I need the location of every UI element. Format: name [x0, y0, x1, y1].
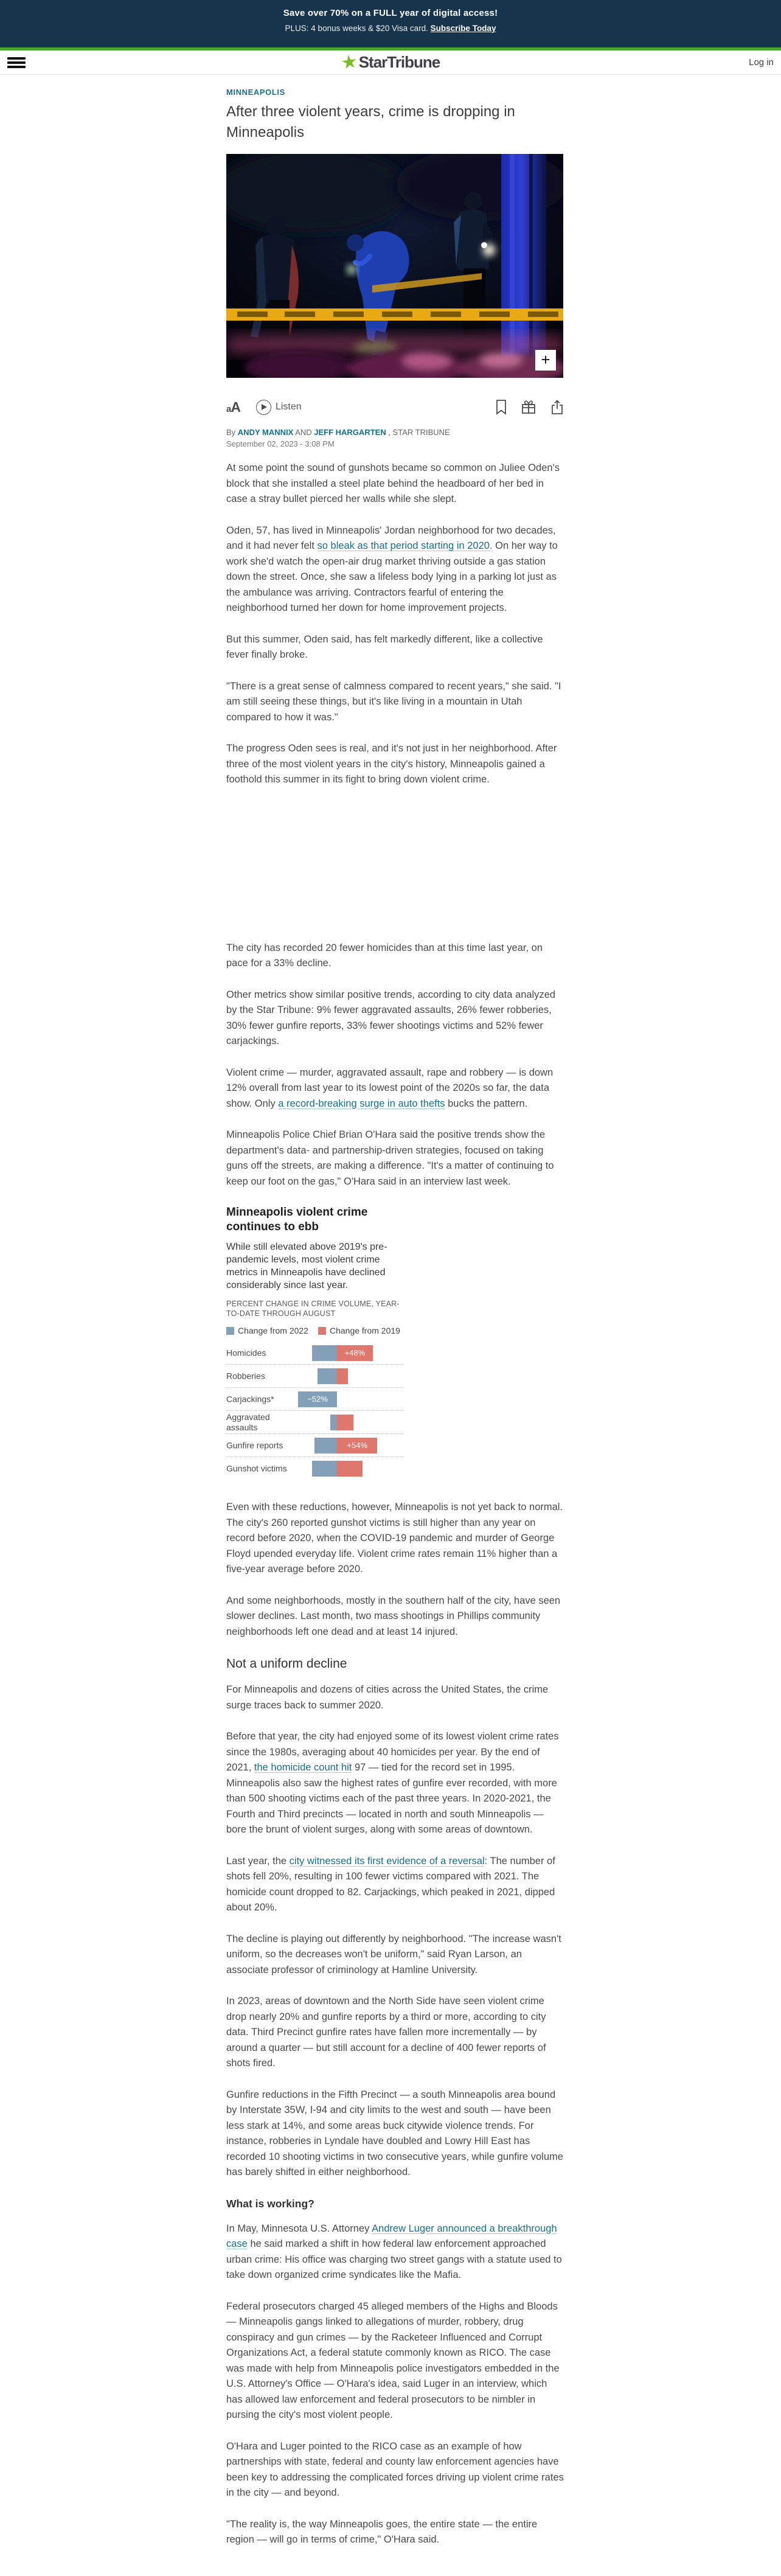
article-paragraph: Even with these reductions, however, Minneapolis is not yet back to normal. The city's 260 reported gunshot victims is still higher than any year on record before 2020, when the COVID-19 pandemic and murder of George Floyd upended everyday life. Violent crime rates remain 11% higher than a five-year average before 2020.	[226, 1502, 563, 1575]
photo-expand-button[interactable]: +	[535, 350, 556, 371]
article-paragraph: The decline is playing out differently by neighborhood. "The increase wasn't uniform, so the decreases won't be uniform," said Ryan Larson, an associate professor of criminology at Hamline University.	[226, 1933, 561, 1976]
article-toolbar	[226, 396, 564, 418]
article-paragraph: O'Hara and Luger pointed to the RICO case as an example of how partnerships with state, federal and county law enforcement agencies have been key to addressing the complicated forces driving up violent crime rates in the city — and beyond.	[226, 2440, 564, 2498]
chart-row	[226, 1388, 404, 1411]
article-paragraph: In May, Minnesota U.S. Attorney Andrew Luger announced a breakthrough case he said marked a shift in how federal law enforcement approached urban crime: His office was charging two street gangs with a statute used to take down organized crime syndicates like the Mafia.	[226, 2223, 562, 2280]
chart-category-label: Homicides	[226, 1348, 266, 1357]
inline-link[interactable]: the homicide count hit	[254, 1762, 352, 1773]
byline: By ANDY MANNIX AND JEFF HARGARTEN , STAR TRIBUNE	[226, 428, 450, 437]
article-paragraph: The city has recorded 20 fewer homicides than at this time last year, on pace for a 33% decline.	[226, 942, 543, 969]
chart-row	[226, 1411, 404, 1434]
article-paragraph: At some point the sound of gunshots became so common on Juliee Oden's block that she installed a steel plate behind the headboard of her bed in case a stray bullet pierced her walls while she slept.	[226, 462, 560, 504]
chart-bar: +54%	[337, 1438, 377, 1453]
article-body	[226, 461, 564, 2548]
chart-bar	[330, 1415, 337, 1430]
chart-row	[226, 1365, 404, 1388]
article-paragraph: For Minneapolis and dozens of cities across the United States, the crime surge traces back to summer 2020.	[226, 1684, 549, 1711]
chart-row	[226, 1342, 404, 1365]
site-header	[0, 50, 781, 75]
legend-item: Change from 2022	[226, 1326, 308, 1335]
chart-bar	[337, 1368, 348, 1384]
article-paragraph: Minneapolis Police Chief Brian O'Hara said the positive trends show the department's data- and partnership-driven strategies, focused on taking guns off the streets, are making a difference. "It's a matter of continuing to keep our foot on the gas," O'Hara said in an interview last week.	[226, 1129, 554, 1187]
chart-axis-label: PERCENT CHANGE IN CRIME VOLUME, YEAR-TO-DATE THROUGH AUGUST	[226, 1300, 400, 1318]
chart-legend	[226, 1326, 404, 1335]
article-paragraph: But this summer, Oden said, has felt markedly different, like a collective fever finally broke.	[226, 633, 543, 660]
inline-link[interactable]: city witnessed its first evidence of a reversal	[289, 1855, 485, 1867]
star-tribune-logo[interactable]	[339, 50, 440, 74]
chart-bar	[337, 1415, 353, 1430]
chart-bar	[312, 1461, 337, 1477]
promo-banner	[0, 0, 781, 47]
bookmark-icon[interactable]	[495, 399, 507, 415]
listen-button[interactable]: Listen	[256, 400, 302, 415]
chart-bar	[312, 1345, 337, 1361]
chart-bar	[318, 1368, 337, 1384]
section-heading: Not a uniform decline	[226, 1657, 347, 1671]
article-paragraph: Violent crime — murder, aggravated assault, rape and robbery — is down 12% overall from last year to its lowest point of the 2020s so far, the data show. Only a record-breaking surge in auto thefts bucks the pattern.	[226, 1067, 554, 1109]
article-paragraph: Federal prosecutors charged 45 alleged members of the Highs and Bloods — Minneapolis gangs linked to allegations of murder, robbery, drug conspiracy and gun crimes — by the Racketeer Influenced and Corrupt Organizations Act, a federal statute commonly known as RICO. The case was made with help from Minneapolis police investigators embedded in the U.S. Attorney's Office — O'Hara's idea, said Luger in an interview, which has allowed law enforcement and federal prosecutors to be nimbler in pursing the city's most violent people.	[226, 2300, 560, 2420]
article-column	[226, 88, 564, 2576]
section-heading: What is working?	[226, 2197, 314, 2210]
article-paragraph: And some neighborhoods, mostly in the southern half of the city, have seen slower declines. Last month, two mass shootings in Phillips community neighborhoods left one dead and at least 14 injured.	[226, 1595, 561, 1637]
login-link[interactable]: Log in	[749, 57, 774, 68]
author-link[interactable]: ANDY MANNIX	[237, 428, 294, 437]
menu-icon[interactable]	[7, 55, 26, 70]
article-paragraph: Before that year, the city had enjoyed some of its lowest violent crime rates since the 1980s, averaging about 40 homicides per year. By the end of 2021, the homicide count hit 97 — tied for the record set in 1995. Minneapolis also saw the highest rates of gunfire ever recorded, with more than 500 shooting victims each of the past three years. In 2020-2021, the Fourth and Third precincts — located in north and south Minneapolis — bore the brunt of violent surges, along with some areas of downtown.	[226, 1731, 559, 1835]
chart-category-label: Carjackings*	[226, 1394, 274, 1404]
star-icon: ★	[339, 50, 359, 74]
brand-name: StarTribune	[358, 53, 440, 71]
inline-link[interactable]: so bleak as that period starting in 2020.	[317, 540, 493, 551]
ad-slot	[226, 804, 564, 941]
article-paragraph: In 2023, areas of downtown and the North Side have seen violent crime drop nearly 20% and gunfire reports by a third or more, according to city data. Third Precinct gunfire rates have fallen more incrementally — by around a quarter — but still account for a decline of 400 fewer reports of shots fired.	[226, 1996, 546, 2069]
chart-bar	[314, 1438, 337, 1453]
play-icon	[256, 400, 271, 415]
lead-photo	[226, 154, 563, 378]
article-paragraph: "There is a great sense of calmness compared to recent years," she said. "I am still seeing these things, but it's like living in a mountain in Utah compared to how it was."	[226, 680, 561, 723]
section-kicker[interactable]: MINNEAPOLIS	[226, 88, 285, 97]
chart-category-label: Gunshot victims	[226, 1463, 287, 1474]
text-size-button[interactable]: aA	[226, 399, 240, 415]
promo-subline	[0, 24, 781, 33]
article-headline: After three violent years, crime is dropping in Minneapolis	[226, 103, 515, 141]
chart-row	[226, 1457, 404, 1480]
legend-swatch-icon	[226, 1327, 234, 1335]
chart-title: Minneapolis violent crime continues to ebb	[226, 1206, 368, 1233]
crime-scene-photo-illustration	[226, 154, 563, 378]
promo-subline-text: PLUS: 4 bonus weeks & $20 Visa card.	[285, 24, 431, 33]
subscribe-link[interactable]: Subscribe Today	[430, 24, 496, 33]
article-paragraph: Last year, the city witnessed its first evidence of a reversal: The number of shots fell 20%, resulting in 100 fewer victims compared with 2021. The homicide count dropped to 82. Carjackings, which peaked in 2021, dipped about 20%.	[226, 1855, 555, 1913]
legend-item: Change from 2019	[318, 1326, 400, 1335]
chart-row	[226, 1434, 404, 1457]
article-paragraph: The progress Oden sees is real, and it's not just in her neighborhood. After three of the most violent years in the city's history, Minneapolis gained a foothold this summer in its fight to bring down violent crime.	[226, 743, 557, 785]
chart-category-label: Robberies	[226, 1371, 265, 1380]
chart-category-label: Gunfire reports	[226, 1440, 283, 1450]
inline-link[interactable]: a record-breaking surge in auto thefts	[278, 1098, 445, 1109]
chart-category-label: Aggravated assaults	[226, 1412, 270, 1432]
article-paragraph: Gunfire reductions in the Fifth Precinct — a south Minneapolis area bound by Interstate 35W, I-94 and city limits to the west and south — have been less stark at 14%, and some areas buck citywide violence trends. For instance, robberies in Lyndale have doubled and Lowry Hill East has recorded 10 shooting victims in two consecutive years, while gunfire volume has barely shifted in either neighborhood.	[226, 2089, 563, 2177]
share-icon[interactable]	[550, 399, 564, 415]
inline-link[interactable]: Andrew Luger announced a breakthrough case	[226, 2223, 557, 2249]
publish-date: September 02, 2023 - 3:08 PM	[226, 439, 335, 448]
chart-subtitle: While still elevated above 2019's pre-pandemic levels, most violent crime metrics in Minneapolis have declined considerably since last year.	[226, 1242, 387, 1290]
article-paragraph: "The reality is, the way Minneapolis goes, the entire state — the entire region — will go in terms of crime," O'Hara said.	[226, 2518, 538, 2545]
legend-swatch-icon	[318, 1327, 326, 1335]
author-link[interactable]: JEFF HARGARTEN	[314, 428, 386, 437]
gift-icon[interactable]	[521, 399, 536, 415]
article-paragraph: Oden, 57, has lived in Minneapolis' Jordan neighborhood for two decades, and it had never felt so bleak as that period starting in 2020. On her way to work she'd watch the open-air drug market thriving outside a gas station down the street. Once, she saw a lifeless body lying in a parking lot just as the ambulance was arriving. Contractors fearful of entering the neighborhood turned her down for home improvement projects.	[226, 524, 558, 613]
promo-headline: Save over 70% on a FULL year of digital access!	[283, 8, 498, 18]
article-paragraph: Other metrics show similar positive trends, according to city data analyzed by the Star Tribune: 9% fewer aggravated assaults, 26% fewer robberies, 30% fewer gunfire reports, 33% fewer shootings victims and 52% fewer carjackings.	[226, 989, 556, 1046]
chart-bar	[337, 1461, 363, 1477]
chart-bar: +48%	[337, 1345, 373, 1361]
crime-chart	[226, 1205, 404, 1480]
chart-bar: −52%	[298, 1391, 337, 1407]
